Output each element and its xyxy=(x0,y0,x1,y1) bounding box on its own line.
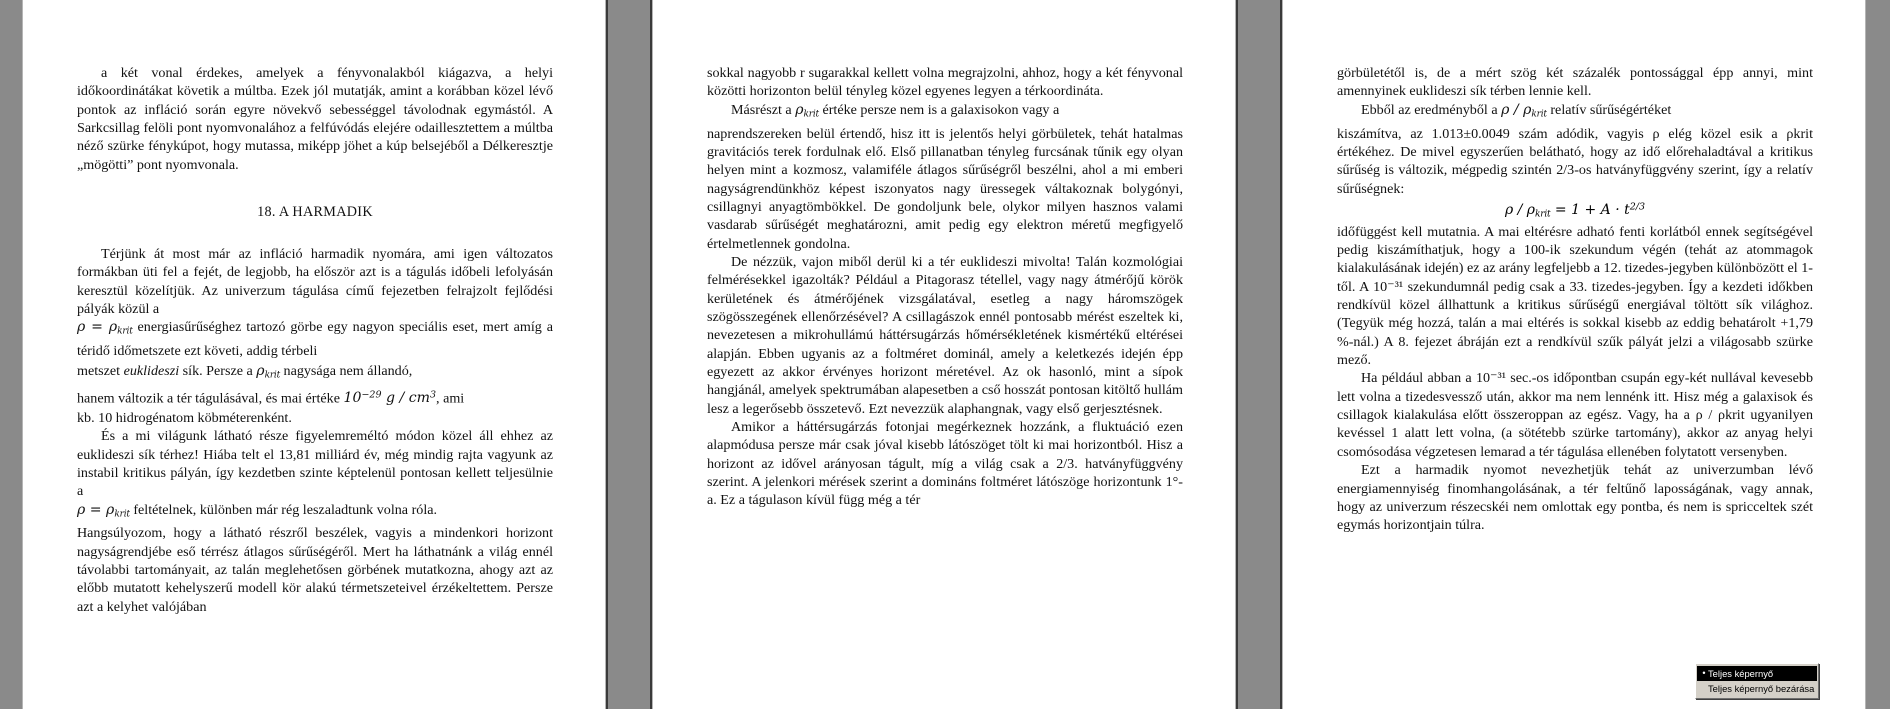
viewer-left-margin xyxy=(0,0,22,709)
menu-item-fullscreen[interactable] xyxy=(1697,666,1817,681)
text-before: Másrészt a xyxy=(731,101,796,118)
page-gap-left xyxy=(606,0,652,709)
text-mid: sík. Persze a xyxy=(179,362,257,379)
bullet-icon: • xyxy=(1702,668,1706,678)
inline-formula: ρ / $\rho_{krit}$ xyxy=(1501,101,1547,119)
menu-item-label: Teljes képernyő bezárása xyxy=(1708,683,1815,694)
paragraph: kb. 10 hidrogénatom köbméterenként. xyxy=(77,409,292,426)
paragraph: időfüggést kell mutatnia. A mai eltérésre adható fenti korlátból ennek segítségével pedig kiszámíthatjuk, hogy a 100-ik szekundum végén (tehát az atommagok kialakulásának idején) ez az arány legfeljebb a 12. tizedes-jegyben különbözött el 1-től. A 10⁻³¹ szekundumnál pedig csak a 33. tizedes-jegyben. Így a kezdeti időkben rendkívül közel állhattunk a kritikus sűrűségű energiával töltött sík világhoz. (Tegyük még hozzá, talán a mai eltérés is sokkal kisebb az eddig behatárolt +1,79 %-nál.) A 8. fejezet ábráján ezt a rendkívül szűk pályát jelzi a világosabb szürke mező. xyxy=(1337,223,1813,369)
paragraph-with-formula xyxy=(707,101,1183,125)
document-page-left[interactable] xyxy=(22,0,606,709)
page-gap-right xyxy=(1236,0,1282,709)
paragraph: sokkal nagyobb r sugarakkal kellett volna megrajzolni, ahhoz, hogy a két fényvonal közötti horizonton belül tényleg közel egyenes legyen a térkoordináta. xyxy=(707,65,1183,100)
paragraph: Hangsúlyozom, hogy a látható részről beszélek, vagyis a mindenkori horizont nagyságrendjébe eső térrész átlagos sűrűségéről. Mert ha láthatnánk a világ ennél távolabbi tartományait, az talán meglehetősen görbének mutatkozna, ahogy azt az előbb mutatott kehelyszerű modell kör alakú térmetszeteivel érzékeltettem. Persze azt a kelyhet valójában xyxy=(77,525,553,615)
paragraph-with-formula xyxy=(77,362,553,386)
paragraph-with-formula xyxy=(77,386,553,409)
paragraph-with-formula xyxy=(77,501,553,525)
paragraph: a két vonal érdekes, amelyek a fényvonalakból kiágazva, a helyi időkoordinátákat követik a múltba. Ezek jól mutatják, amint a korábban közel lévő pontok az infláció során egyre növekvő sebességgel távolodnak egymástól. A Sarkcsillag felöli pont nyomvonalához a felfúvódás elejére odaillesztettem a múltba néző szürke fénykúpot, hogy mutassa, miképp jöhet a kúp belsejéből a Délkeresztje „mögötti” pont nyomvonala. xyxy=(77,65,553,173)
inline-formula: $10^{-29}$ g / $cm^3$ xyxy=(343,389,437,407)
paragraph: Ezt a harmadik nyomot nevezhetjük tehát az univerzumban lévő energiamennyiség finomhangolásának, a tér feltűnő laposságának, vagy annak, hogy az univerzum részecskéi nem omlottak egy pontba, és nem is spricceltek szét egymás horizontjain túlra. xyxy=(1337,462,1813,534)
fullscreen-context-menu[interactable] xyxy=(1695,663,1819,699)
paragraph: Térjünk át most már az infláció harmadik nyomára, ami igen változatos formákban üti fel a fejét, de legjobb, ha először azt is a tágulás időbeli lefolyásán keresztül közelítjük. Az univerzum tágulása című fejezetben felrajzolt fejlődési pályák közül a xyxy=(77,246,553,318)
text-after: nagysága nem állandó, xyxy=(280,362,413,379)
paragraph: Ha például abban a 10⁻³¹ sec.-os időpontban csupán egy-két nullával kevesebb lett volna a tizedesvessző után, akkor ma nem lennénk itt. Hisz még a galaxisok és csillagok kialakulása előtt összeroppan az egész. Vagy, ha a ρ / ρkrit ugyanilyen kevéssel 1 alatt lett volna, (a sötétebb szürke tartomány), akkor az anyag helyi csomósodása végzetesen lemarad a tér tágulása ellenében folytatott versenyben. xyxy=(1337,370,1813,460)
inline-formula: $\rho_{krit}$ xyxy=(795,101,819,119)
inline-formula: $\rho = \rho_{krit}$ xyxy=(77,319,133,337)
inline-formula: $\rho = \rho_{krit}$ xyxy=(77,501,130,519)
text-after: relatív sűrűségértéket xyxy=(1546,101,1672,118)
section-heading: 18. A HARMADIK xyxy=(257,204,373,221)
text-after: értéke persze nem is a galaxisokon vagy a xyxy=(818,101,1060,118)
paragraph-with-formula xyxy=(77,318,553,361)
paragraph-text: energiasűrűséghez tartozó görbe egy nagyon speciális eset, mert amíg a téridő időmetszete ezt követi, addig térbeli xyxy=(77,319,554,360)
menu-item-exit-fullscreen[interactable] xyxy=(1697,681,1817,696)
text-after: , ami xyxy=(436,390,465,407)
paragraph: És a mi világunk látható része figyelemreméltó módon közel áll ehhez az euklideszi sík térhez! Hiába telt el 13,81 milliárd év, még mindig rajta vagyunk az instabil kritikus pályán, így kezdetben szinte képtelenül pontosan kellett teljesülnie a xyxy=(77,428,553,500)
paragraph: De nézzük, vajon miből derül ki a tér euklideszi mivolta! Talán kozmológiai felmérésekkel igazolták? Például a Pitagorasz tétellel, vagy nagy átmérőjű körök kerületének és átmérőjének vizsgálatával, esetleg a nagy háromszögek szögösszegének ellenőrzésével? A csillagászok ennél pontosabb mérést eszeltek ki, nevezetesen a mikrohullámú háttérsugárzás hőmérsékletének kismértékű eltérései alapján. Ebben ugyanis az a foltméret dominál, amely a keletkezés idején épp egyezett az akkor érvényes horizont méretével. Az ok hasonló, mint a sípok hangjánál, amelyek spektrumában alapesetben a cső hosszát pontosan kitöltő hullám lesz a legerősebb összetevő. Ezt nevezzük alaphangnak, vagy első gerjesztésnek. xyxy=(707,253,1183,417)
document-page-right[interactable] xyxy=(1282,0,1866,709)
text-before: Ebből az eredményből a xyxy=(1361,101,1502,118)
menu-item-label: Teljes képernyő xyxy=(1708,668,1774,679)
paragraph: kiszámítva, az 1.013±0.0049 szám adódik, vagyis ρ elég közel esik a ρkrit értékéhez. De mivel egyszerűen belátható, hogy az idő előrehaladtával a kritikus sűrűség is változik, mégpedig szintén 2/3-os hatványfüggvény szerint, így a relatív sűrűségnek: xyxy=(1337,125,1813,197)
paragraph-with-formula xyxy=(1337,101,1813,125)
inline-formula: $\rho_{krit}$ xyxy=(256,362,281,381)
viewer-right-margin xyxy=(1866,0,1890,709)
display-equation xyxy=(1337,202,1813,220)
paragraph: naprendszereken belül értendő, hisz itt is jelentős helyi görbületek, tehát hatalmas gravitációs terek fordulnak elő. Első pillanatban tényleg furcsának tűnik egy olyan helyen mint a kozmosz, valamiféle átlagos sűrűségről beszélni, ahol a mi emberi nagyságrendünkhöz képest iszonyatos nagy üressegek váltakoznak bolygónyi, csillagnyi anyagtömbökkel. De gondoljunk bele, olykor milyen hasznos valami vasdarab sűrűségét meghatározni, amit pedig egy elektron méretű megfigyelő értelmetlennek gondolna. xyxy=(707,125,1183,252)
equation-formula: $\rho / \rho_{krit} = 1 + A \cdot t^{2/3}$ xyxy=(1504,201,1646,220)
text-before: hanem változik a tér tágulásával, és mai értéke xyxy=(77,390,344,407)
text-before: metszet xyxy=(77,362,124,379)
document-page-middle[interactable] xyxy=(652,0,1236,709)
paragraph: Amikor a háttérsugárzás fotonjai megérkeznek hozzánk, a fluktuáció ezen alapmódusa persze már csak jóval kisebb látószöget tölt ki mai horizontból. Hisz a horizont az idővel arányosan tágult, míg a világ csak a 2/3. hatványfüggvény szerint. A jelenkori mérések szerint a domináns foltméret látószöge horizontunk 1°-a. Ez a tágulason kívül függ még a tér xyxy=(707,419,1183,509)
paragraph-text: feltételnek, különben már rég leszaladtunk volna róla. xyxy=(133,501,438,518)
paragraph: görbületétől is, de a mért szög két százalék pontossággal épp annyi, mint amennyinek euklideszi sík térben lennie kell. xyxy=(1337,65,1813,100)
italic-term: euklideszi xyxy=(123,362,180,379)
